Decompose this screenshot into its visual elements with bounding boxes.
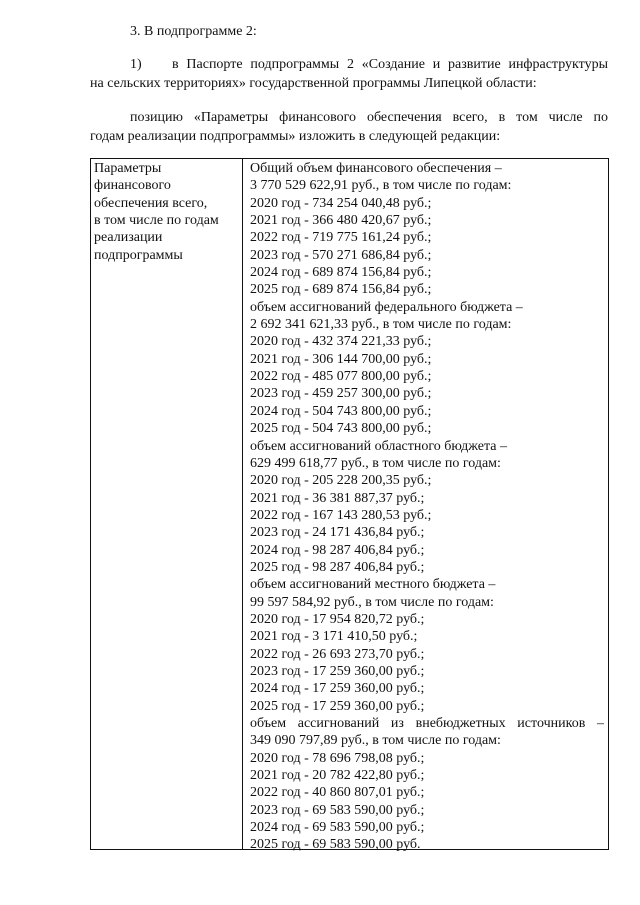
parameter-value-line: 2021 год - 20 782 422,80 руб.; — [250, 768, 425, 784]
parameter-value-line: 2020 год - 432 374 221,33 руб.; — [250, 334, 432, 350]
parameter-name-line: реализации — [94, 230, 163, 246]
parameter-value-line: 2022 год - 26 693 273,70 руб.; — [250, 646, 425, 662]
parameter-value-line: 2025 год - 69 583 590,00 руб. — [250, 837, 421, 853]
parameter-value-line: Общий объем финансового обеспечения – — [250, 161, 502, 176]
parameter-value-line: 2 692 341 621,33 руб., в том числе по годам: — [250, 317, 512, 333]
parameter-value-line: 2021 год - 3 171 410,50 руб.; — [250, 629, 418, 645]
parameter-value-line: 2022 год - 719 775 161,24 руб.; — [250, 230, 432, 246]
parameter-value-line: 2025 год - 17 259 360,00 руб.; — [250, 698, 425, 714]
parameter-value-line: 2022 год - 485 077 800,00 руб.; — [250, 369, 432, 385]
parameter-name-line: финансового — [94, 178, 171, 194]
parameter-value-line: 2024 год - 504 743 800,00 руб.; — [250, 403, 432, 419]
financing-parameters-table — [90, 158, 609, 853]
parameter-name-line: обеспечения всего, — [94, 195, 208, 211]
parameter-value-line: 2020 год - 734 254 040,48 руб.; — [250, 195, 432, 211]
parameter-value-line: 2025 год - 98 287 406,84 руб.; — [250, 559, 425, 575]
parameter-value-line: 2023 год - 24 171 436,84 руб.; — [250, 525, 425, 541]
parameter-value-line: 2025 год - 689 874 156,84 руб.; — [250, 282, 432, 298]
item-number: 1) — [130, 57, 142, 72]
parameter-value-cell — [243, 159, 608, 853]
parameter-value-line: 349 090 797,89 руб., в том числе по годам: — [250, 733, 501, 749]
parameter-value-line: объем ассигнований федерального бюджета – — [250, 299, 523, 315]
parameter-value-line: 3 770 529 622,91 руб., в том числе по годам: — [250, 178, 512, 194]
parameter-value-line: 2024 год - 98 287 406,84 руб.; — [250, 542, 425, 558]
parameter-value-line: 2025 год - 504 743 800,00 руб.; — [250, 421, 432, 437]
parameter-value-line: 2022 год - 40 860 807,01 руб.; — [250, 785, 425, 801]
parameter-value-line: 2021 год - 36 381 887,37 руб.; — [250, 490, 425, 506]
instruction-text-line: позицию «Параметры финансового обеспечения всего, в том числе по — [130, 110, 608, 125]
parameter-value-line: 2024 год - 689 874 156,84 руб.; — [250, 265, 432, 281]
parameter-value-line: 2023 год - 17 259 360,00 руб.; — [250, 663, 425, 679]
item-text-line: на сельских территориях» государственной программы Липецкой области: — [90, 76, 537, 91]
parameter-value-line: 2024 год - 17 259 360,00 руб.; — [250, 681, 425, 697]
parameter-value-line: 2023 год - 570 271 686,84 руб.; — [250, 247, 432, 263]
parameter-value-line: 2020 год - 78 696 798,08 руб.; — [250, 750, 425, 766]
instruction-text-line: годам реализации подпрограммы» изложить в следующей редакции: — [90, 129, 501, 144]
parameter-value-line: объем ассигнований областного бюджета – — [250, 438, 507, 454]
parameter-value-line: 2020 год - 17 954 820,72 руб.; — [250, 611, 425, 627]
parameter-value-line: объем ассигнований местного бюджета – — [250, 577, 496, 593]
parameter-name-cell — [91, 159, 243, 849]
parameter-value-line: 2022 год - 167 143 280,53 руб.; — [250, 507, 432, 523]
parameter-value-line: 2021 год - 366 480 420,67 руб.; — [250, 213, 432, 229]
section-heading: 3. В подпрограмме 2: — [130, 24, 257, 39]
item-text-line: в Паспорте подпрограммы 2 «Создание и развитие инфраструктуры — [172, 57, 608, 72]
parameter-value-line: объем ассигнований из внебюджетных источников – — [250, 716, 604, 731]
parameter-value-line: 2021 год - 306 144 700,00 руб.; — [250, 351, 432, 367]
parameter-value-line: 629 499 618,77 руб., в том числе по годам: — [250, 455, 501, 471]
parameter-value-line: 2023 год - 459 257 300,00 руб.; — [250, 386, 432, 402]
parameter-name-line: Параметры — [94, 161, 162, 176]
parameter-value-line: 2020 год - 205 228 200,35 руб.; — [250, 473, 432, 489]
parameter-value-line: 2023 год - 69 583 590,00 руб.; — [250, 802, 425, 818]
parameter-value-line: 2024 год - 69 583 590,00 руб.; — [250, 820, 425, 836]
parameter-name-line: подпрограммы — [94, 247, 183, 263]
parameter-value-line: 99 597 584,92 руб., в том числе по годам: — [250, 594, 494, 610]
parameter-name-line: в том числе по годам — [94, 213, 219, 229]
